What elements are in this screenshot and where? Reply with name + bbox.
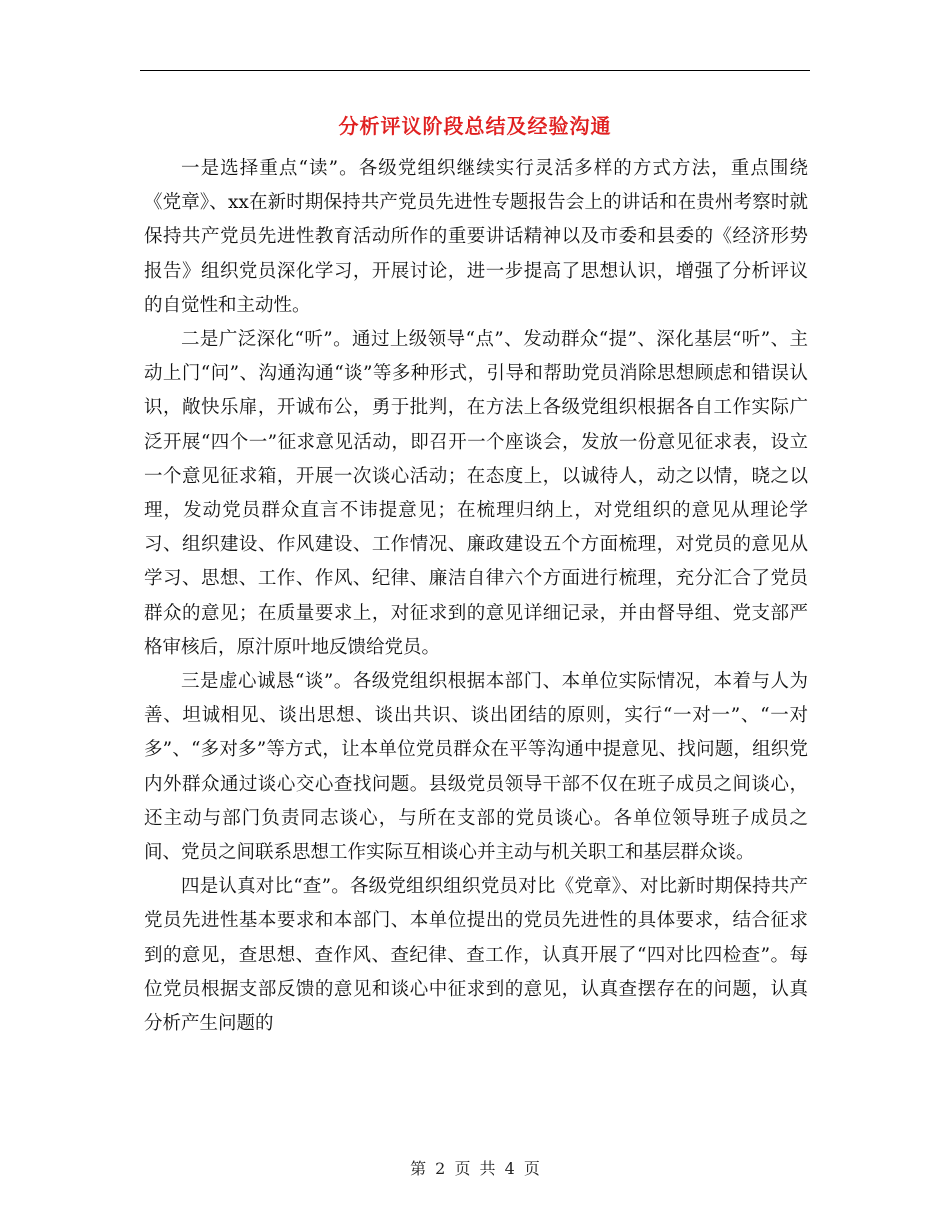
paragraph-check: 四是认真对比“查”。各级党组织组织党员对比《党章》、对比新时期保持共产党员先进性基本要求和本部门、本单位提出的党员先进性的具体要求，结合征求到的意见，查思想、查作风、查纪律、查工作，认真开展了“四对比四检查”。每位党员根据支部反馈的意见和谈心中征求到的意见，认真查摆存在的问题，认真分析产生问题的: [144, 876, 808, 1035]
document-title: 分析评议阶段总结及经验沟通: [338, 114, 612, 138]
document-body: [144, 152, 808, 1041]
header-rule: [140, 70, 810, 71]
page-footer: 第 2 页 共 4 页: [410, 1159, 540, 1178]
paragraph-talk: 三是虚心诚恳“谈”。各级党组织根据本部门、本单位实际情况，本着与人为善、坦诚相见、谈出思想、谈出共识、谈出团结的原则，实行“一对一”、“一对多”、“多对多”等方式，让本单位党员群众在平等沟通中提意见、找问题，组织党内外群众通过谈心交心查找问题。县级党员领导干部不仅在班子成员之间谈心，还主动与部门负责同志谈心，与所在支部的党员谈心。各单位领导班子成员之间、党员之间联系思想工作实际互相谈心并主动与机关职工和基层群众谈。: [144, 671, 808, 864]
paragraph-read: 一是选择重点“读”。各级党组织继续实行灵活多样的方式方法，重点围绕《党章》、xx在新时期保持共产党员先进性专题报告会上的讲话和在贵州考察时就保持共产党员先进性教育活动所作的重要讲话精神以及市委和县委的《经济形势报告》组织党员深化学习，开展讨论，进一步提高了思想认识，增强了分析评议的自觉性和主动性。: [144, 158, 808, 316]
paragraph-listen: 二是广泛深化“听”。通过上级领导“点”、发动群众“提”、深化基层“听”、主动上门“问”、沟通沟通“谈”等多种形式，引导和帮助党员消除思想顾虑和错误认识，敞快乐扉，开诚布公，勇于批判，在方法上各级党组织根据各自工作实际广泛开展“四个一”征求意见活动，即召开一个座谈会，发放一份意见征求表，设立一个意见征求箱，开展一次谈心活动；在态度上，以诚待人，动之以情，晓之以理，发动党员群众直言不讳提意见；在梳理归纳上，对党组织的意见从理论学习、组织建设、作风建设、工作情况、廉政建设五个方面梳理，对党员的意见从学习、思想、工作、作风、纪律、廉洁自律六个方面进行梳理，充分汇合了党员群众的意见；在质量要求上，对征求到的意见详细记录，并由督导组、党支部严格审核后，原汁原叶地反馈给党员。: [144, 329, 808, 658]
